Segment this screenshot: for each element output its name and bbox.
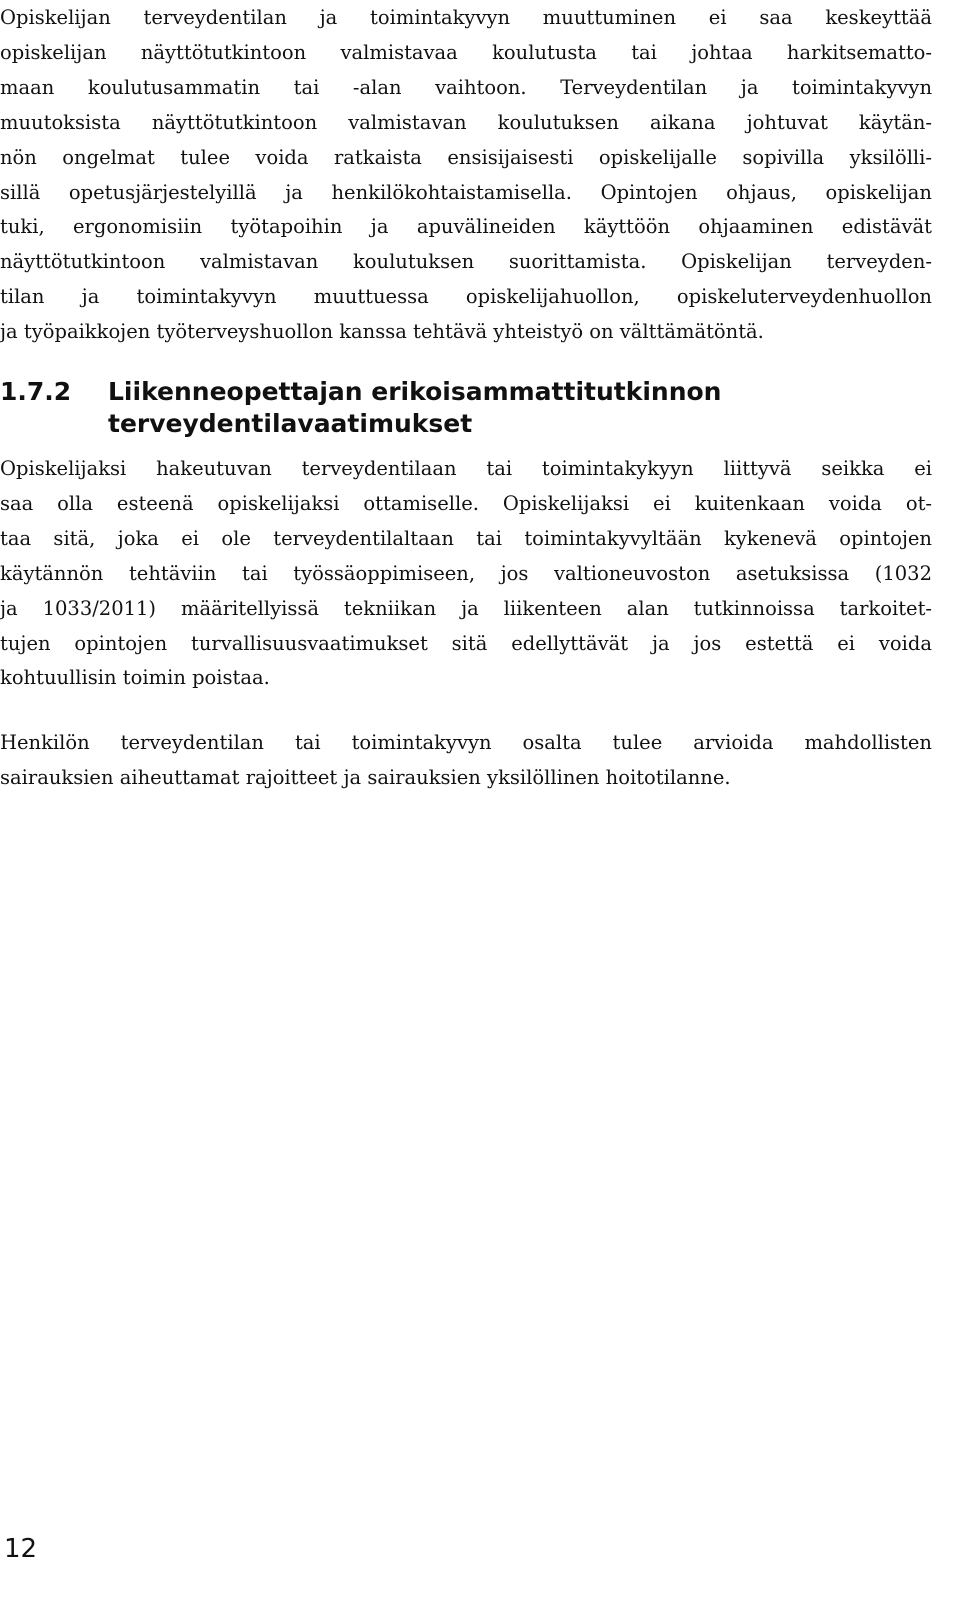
section-title-line-2: terveydentilavaatimukset (108, 409, 473, 438)
page-number: 12 (4, 1534, 38, 1564)
section-heading (0, 376, 932, 440)
paragraph-line: saa olla esteenä opiskelijaksi ottamiselle. Opiskelijaksi ei kuitenkaan voida ot- (0, 491, 932, 515)
paragraph-line: tilan ja toimintakyvyn muuttuessa opiskelijahuollon, opiskeluterveydenhuollon (0, 285, 932, 309)
paragraph-line: Opiskelijaksi hakeutuvan terveydentilaan tai toimintakykyyn liittyvä seikka ei (0, 457, 932, 480)
paragraph-line: sairauksien aiheuttamat rajoitteet ja sairauksien yksilöllinen hoitotilanne. (0, 765, 731, 789)
section-title (108, 376, 932, 440)
paragraph-line: ja työpaikkojen työterveyshuollon kanssa tehtävä yhteistyö on välttämätöntä. (0, 320, 764, 344)
paragraph-line: näyttötutkintoon valmistavan koulutuksen suorittamista. Opiskelijan terveyden- (0, 250, 932, 274)
paragraph-line: nön ongelmat tulee voida ratkaista ensisijaisesti opiskelijalle sopivilla yksilölli- (0, 145, 932, 169)
paragraph-line: kohtuullisin toimin poistaa. (0, 666, 270, 690)
paragraph-line: Opiskelijan terveydentilan ja toimintakyvyn muuttuminen ei saa keskeyttää (0, 6, 932, 29)
paragraph-line: Henkilön terveydentilan tai toimintakyvyn osalta tulee arvioida mahdollisten (0, 731, 932, 754)
body-paragraph-2 (0, 452, 932, 696)
paragraph-line: muutoksista näyttötutkintoon valmistavan koulutuksen aikana johtuvat käytän- (0, 110, 932, 134)
paragraph-line: sillä opetusjärjestelyillä ja henkilökohtaistamisella. Opintojen ohjaus, opiskelijan (0, 180, 932, 204)
body-paragraph-3 (0, 726, 932, 796)
paragraph-line: maan koulutusammatin tai -alan vaihtoon. Terveydentilan ja toimintakyvyn (0, 75, 932, 99)
paragraph-line: opiskelijan näyttötutkintoon valmistavaa koulutusta tai johtaa harkitsematto- (0, 40, 932, 64)
section-title-line-1: Liikenneopettajan erikoisammattitutkinnon (108, 377, 722, 406)
body-paragraph-1 (0, 1, 932, 350)
section-number: 1.7.2 (0, 377, 72, 406)
paragraph-line: käytännön tehtäviin tai työssäoppimiseen, jos valtioneuvoston asetuksissa (1032 (0, 561, 932, 585)
paragraph-line: tuki, ergonomisiin työtapoihin ja apuvälineiden käyttöön ohjaaminen edistävät (0, 215, 932, 239)
paragraph-line: taa sitä, joka ei ole terveydentilaltaan tai toimintakyvyltään kykenevä opintojen (0, 526, 932, 550)
paragraph-line: ja 1033/2011) määritellyissä tekniikan ja liikenteen alan tutkinnoissa tarkoitet- (0, 596, 932, 620)
paragraph-line: tujen opintojen turvallisuusvaatimukset sitä edellyttävät ja jos estettä ei voida (0, 631, 932, 655)
